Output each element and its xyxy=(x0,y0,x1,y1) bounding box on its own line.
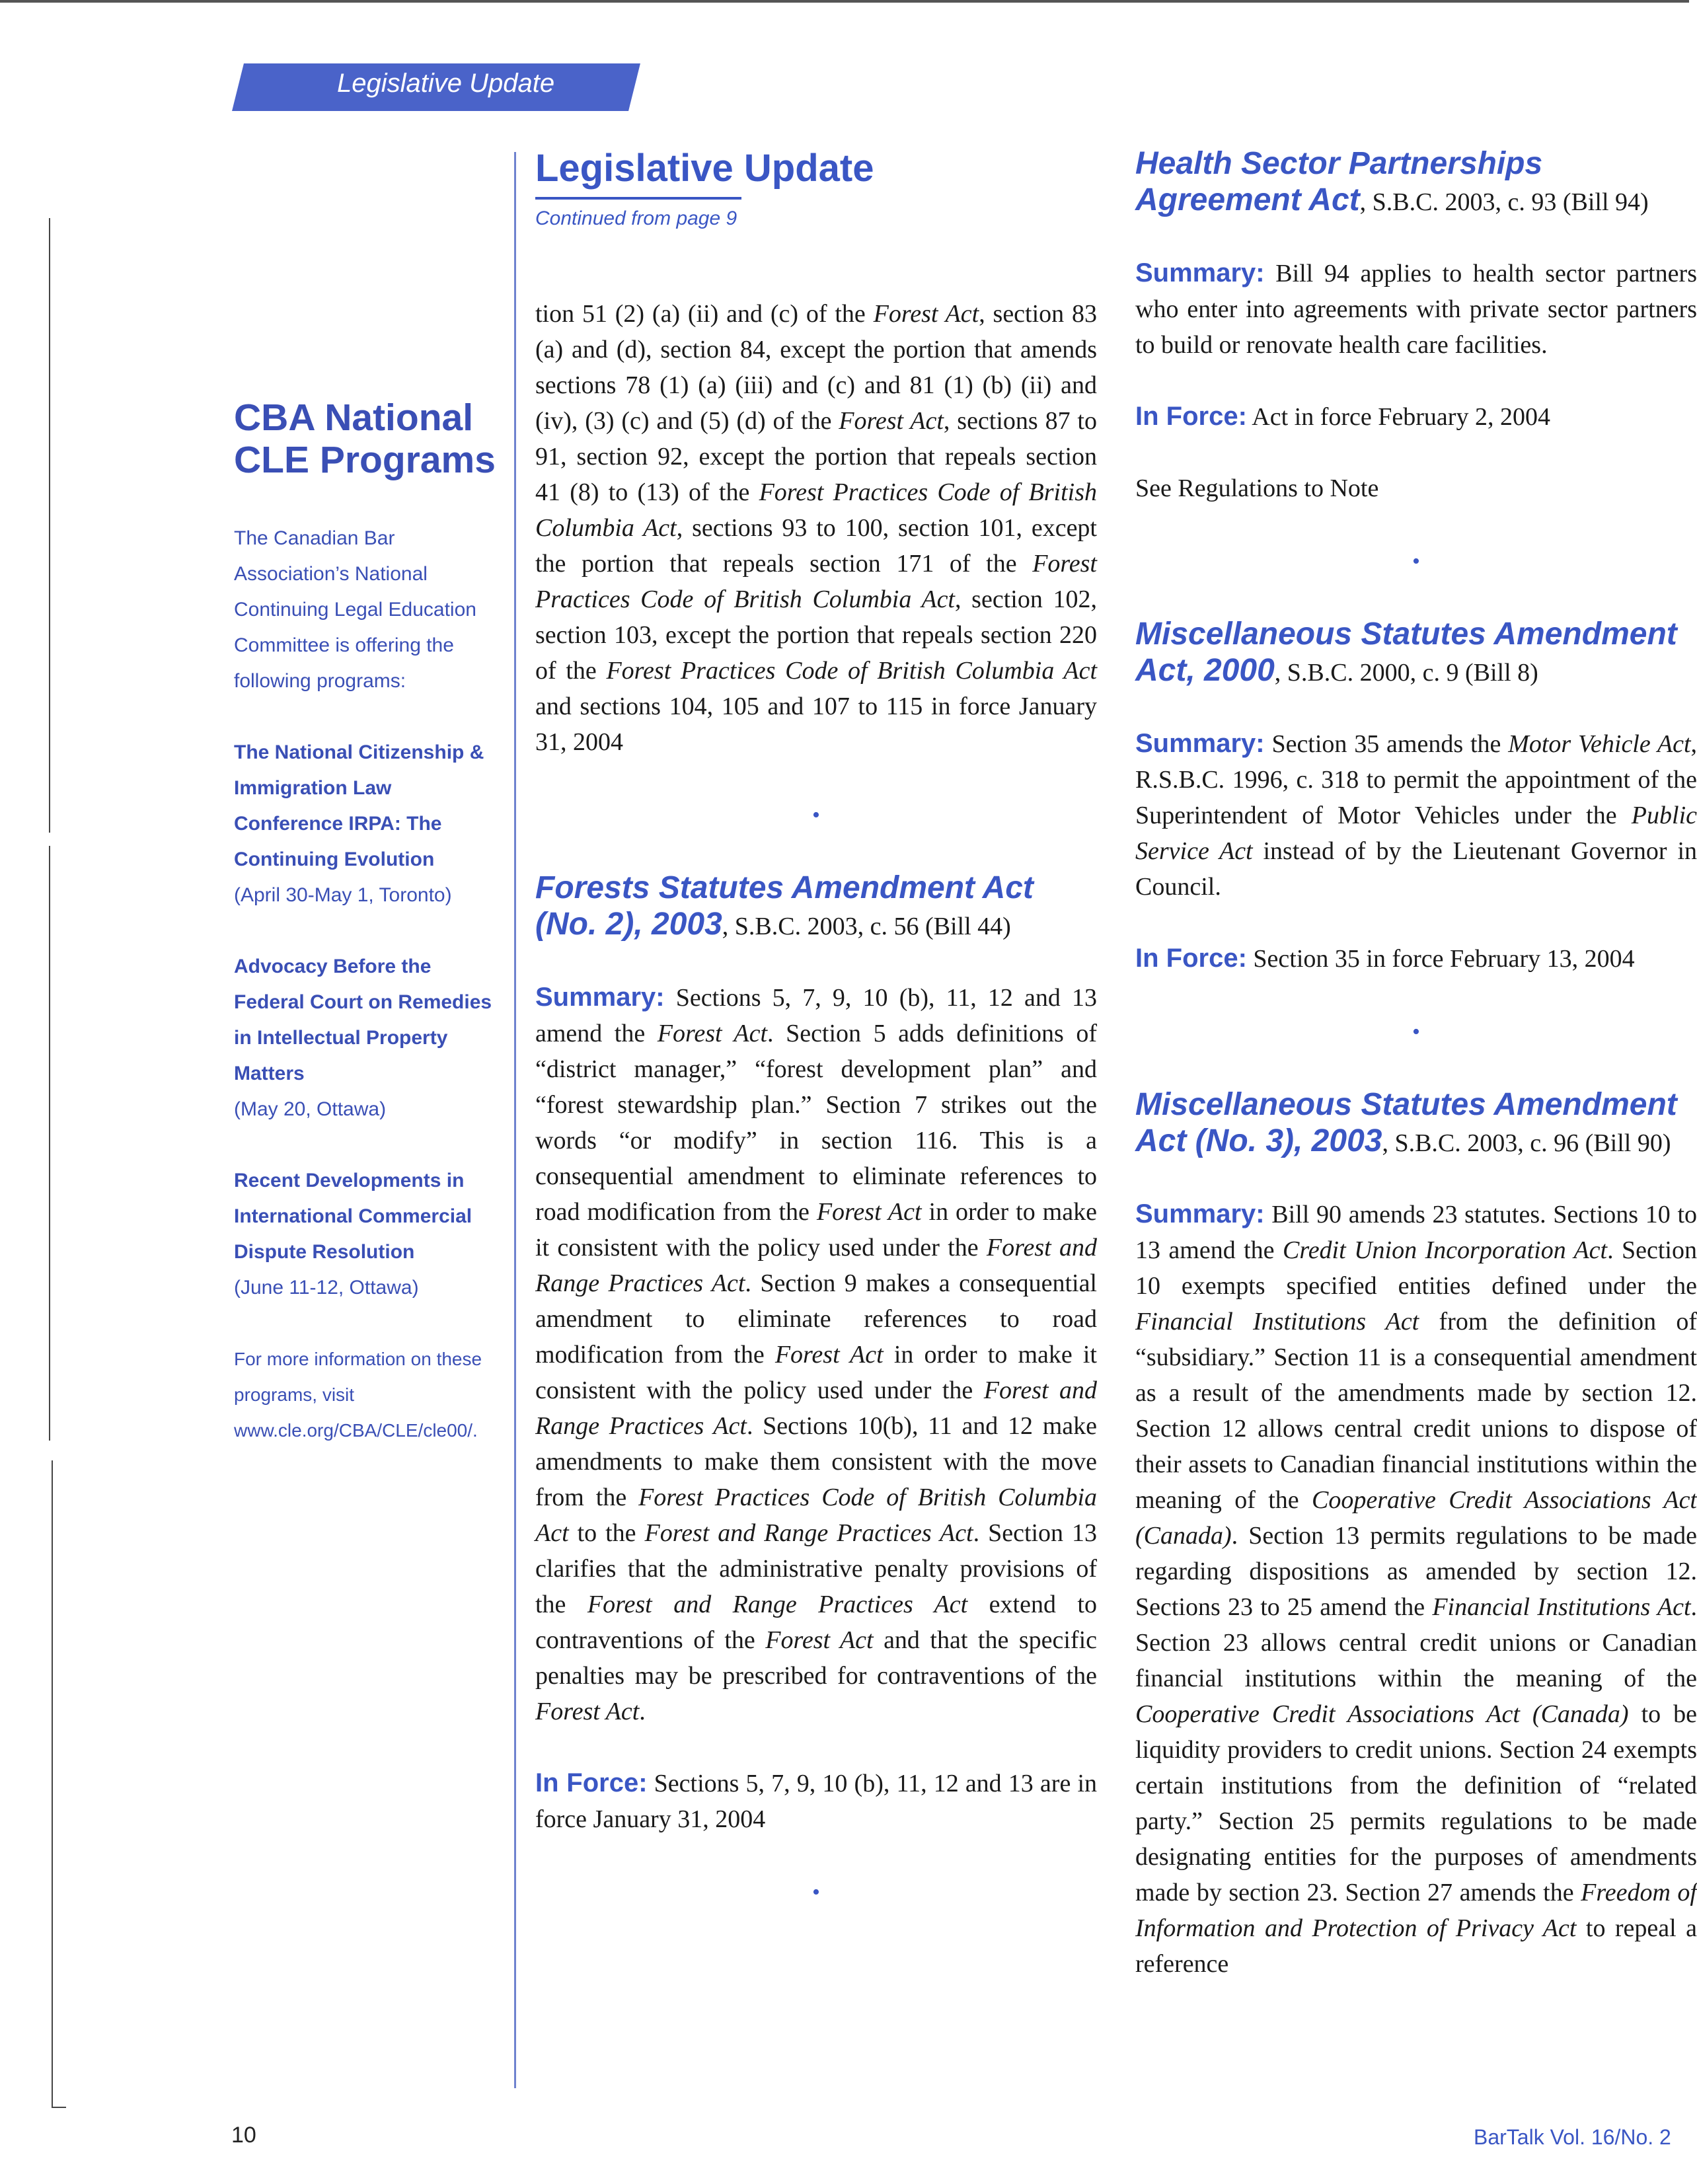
section-bullet: • xyxy=(1412,549,1420,574)
program-detail: (April 30-May 1, Toronto) xyxy=(234,884,452,906)
act-summary-misc-2000: Summary: Section 35 amends the Motor Vehicle Act, R.S.B.C. 1996, c. 318 to permit the appointment of the Superintendent of Motor Vehicles under the Public Service Act instead of by the Lieutenant Governor in Council. xyxy=(1135,729,1697,901)
section-bullet: • xyxy=(812,1880,820,1904)
act-in-force-forests: In Force: Sections 5, 7, 9, 10 (b), 11, 12 and 13 are in force January 31, 2004 xyxy=(535,1768,1097,1833)
column-right xyxy=(1135,147,1697,2017)
program-item xyxy=(234,1163,498,1306)
act-in-force-misc-2000: In Force: Section 35 in force February 13, 2004 xyxy=(1135,944,1635,973)
column-divider-left xyxy=(514,152,516,2088)
act-heading-misc-2003 xyxy=(1135,1088,1697,1160)
program-detail: (May 20, Ottawa) xyxy=(234,1098,387,1120)
margin-mark xyxy=(52,2107,66,2108)
program-title: Recent Developments in International Commercial Dispute Resolution xyxy=(234,1170,472,1263)
sidebar-more-info: For more information on these programs, visit www.cle.org/CBA/CLE/cle00/. xyxy=(234,1349,482,1441)
top-rule xyxy=(0,0,1689,3)
act-citation: , S.B.C. 2003, c. 96 (Bill 90) xyxy=(1382,1129,1671,1157)
margin-mark xyxy=(49,218,50,833)
sidebar-intro: The Canadian Bar Association’s National Continuing Legal Education Committee is offering the following programs: xyxy=(234,527,476,692)
publication-info: BarTalk Vol. 16/No. 2 xyxy=(1474,2125,1671,2149)
act-in-force-health: In Force: Act in force February 2, 2004 xyxy=(1135,402,1550,431)
act-citation: , S.B.C. 2000, c. 9 (Bill 8) xyxy=(1274,659,1538,687)
program-item xyxy=(234,949,498,1127)
act-summary-misc-2003: Summary: Bill 90 amends 23 statutes. Sections 10 to 13 amend the Credit Union Incorporation Act. Section 10 exempts specified entities defined under the Financial Institutions Act from the definition of “subsidiary.” Section 11 is a consequential amendment as a result of the amendments made by section 12. Section 12 allows central credit unions to dispose of their assets to Canadian financial institutions within the meaning of the Cooperative Credit Associations Act (Canada). Section 13 permits regulations to be made regarding dispositions as amended by section 12. Sections 23 to 25 amend the Financial Institutions Act. Section 23 allows central credit unions or Canadian financial institutions within the meaning of the Cooperative Credit Associations Act (Canada) to be liquidity providers to credit unions. Section 24 exempts certain institutions from the definition of “related party.” Section 25 permits regulations to be made designating entities for the purposes of amendments made by section 23. Section 27 amends the Freedom of Information and Protection of Privacy Act to repeal a reference xyxy=(1135,1199,1697,1978)
page-number: 10 xyxy=(231,2123,256,2148)
article-title: Legislative Update xyxy=(535,147,874,190)
section-banner-label: Legislative Update xyxy=(337,69,555,98)
act-name: Health Sector Partnerships Agreement Act xyxy=(1135,146,1543,217)
act-summary-forests: Summary: Sections 5, 7, 9, 10 (b), 11, 12 and 13 amend the Forest Act. Section 5 adds definitions of “district manager,” “forest development plan” and “forest stewardship plan.” Section 7 strikes out the words “or modify” in section 116. This is a consequential amendment to eliminate references to road modification from the Forest Act in order to make it consistent with the policy used under the Forest and Range Practices Act. Section 9 makes a consequential amendment to eliminate references to road modification from the Forest Act in order to make it consistent with the policy used under the Forest and Range Practices Act. Sections 10(b), 11 and 12 make amendments to make them consistent with the move from the Forest Practices Code of British Columbia Act to the Forest and Range Practices Act. Section 13 clarifies that the administrative penalty provisions of the Forest and Range Practices Act extend to contraventions of the Forest Act and that the specific penalties may be prescribed for contraventions of the Forest Act. xyxy=(535,983,1098,1725)
act-summary-health: Summary: Bill 94 applies to health sector partners who enter into agreements with private sector partners to build or renovate health care facilities. xyxy=(1135,258,1697,359)
continued-paragraph: tion 51 (2) (a) (ii) and (c) of the Forest Act, section 83 (a) and (d), section 84, except the portion that amends sections 78 (1) (a) (iii) and (c) and 81 (1) (b) (ii) and (iv), (3) (c) and (5) (d) of the Forest Act, sections 87 to 91, section 92, except the portion that repeals section 41 (8) to (13) of the Forest Practices Code of British Columbia Act, sections 93 to 100, section 101, except the portion that repeals section 171 of the Forest Practices Code of British Columbia Act, section 102, section 103, except the portion that repeals section 220 of the Forest Practices Code of British Columbia Act and sections 104, 105 and 107 to 115 in force January 31, 2004 xyxy=(535,300,1098,756)
column-middle xyxy=(535,147,1097,1948)
program-detail: (June 11-12, Ottawa) xyxy=(234,1277,419,1299)
act-citation: , S.B.C. 2003, c. 93 (Bill 94) xyxy=(1359,188,1649,216)
act-name: Forests Statutes Amendment Act (No. 2), 2003 xyxy=(535,870,1034,942)
act-citation: , S.B.C. 2003, c. 56 (Bill 44) xyxy=(722,913,1011,940)
margin-mark xyxy=(49,846,50,1441)
act-heading-misc-2000 xyxy=(1135,617,1697,690)
title-underline xyxy=(535,197,741,200)
act-heading-health xyxy=(1135,147,1697,219)
sidebar-title: CBA National CLE Programs xyxy=(234,396,496,481)
act-name: Miscellaneous Statutes Amendment Act (No. 3), 2003 xyxy=(1135,1087,1677,1158)
sidebar-cle-programs xyxy=(234,396,498,1449)
section-bullet: • xyxy=(812,803,820,827)
program-title: Advocacy Before the Federal Court on Remedies in Intellectual Property Matters xyxy=(234,956,492,1084)
margin-mark xyxy=(52,1460,53,2108)
program-item xyxy=(234,735,498,913)
act-note-health: See Regulations to Note xyxy=(1135,474,1379,502)
act-heading-forests xyxy=(535,871,1097,944)
continued-note: Continued from page 9 xyxy=(535,207,737,229)
program-title: The National Citizenship & Immigration Law Conference IRPA: The Continuing Evolution xyxy=(234,741,484,870)
section-bullet: • xyxy=(1412,1020,1420,1044)
act-name: Miscellaneous Statutes Amendment Act, 2000 xyxy=(1135,617,1677,688)
